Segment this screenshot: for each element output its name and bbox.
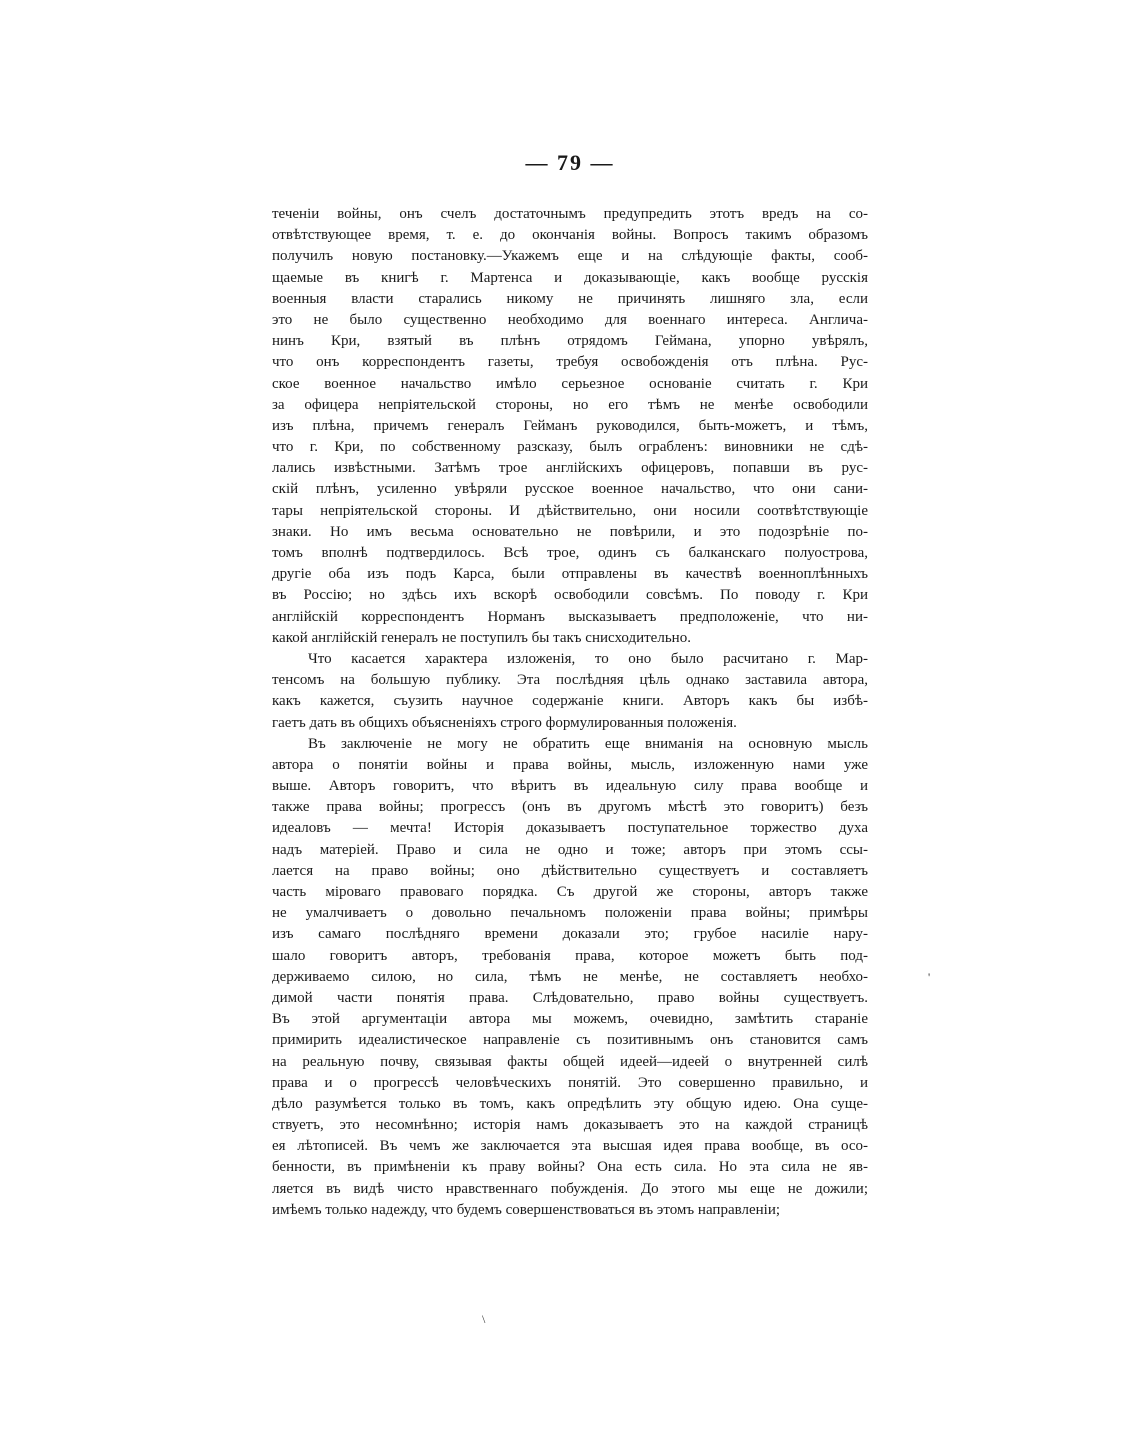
text-line: лается на право войны; оно дѣйствительно существуетъ и составляетъ	[272, 862, 868, 879]
text-line: теченіи войны, онъ счелъ достаточнымъ предупредить этотъ вредъ на со-	[272, 206, 868, 222]
text-line: другіе оба изъ подъ Карса, были отправлены въ качествѣ военноплѣнныхъ	[272, 566, 868, 583]
scan-speck: '	[928, 970, 931, 984]
text-line: получилъ новую постановку.—Укажемъ еще и на слѣдующіе факты, сооб-	[272, 248, 868, 265]
text-line: димой части понятія права. Слѣдовательно, право войны существуетъ.	[272, 989, 868, 1006]
text-line: имѣемъ только надежду, что будемъ совершенствоваться въ этомъ направленіи;	[272, 1201, 781, 1218]
text-line: скій плѣнъ, усиленно увѣряли русское военное начальство, что они сани-	[272, 481, 868, 498]
text-line: дѣло разумѣется только въ томъ, какъ опредѣлить эту общую идею. Она суще-	[272, 1095, 868, 1112]
text-line: щаемые въ книгѣ г. Мартенса и доказывающіе, какъ вообще русскія	[272, 269, 868, 286]
text-line: гаетъ дать въ общихъ объясненіяхъ строго формулированныя положенія.	[272, 714, 737, 731]
text-line: тенсомъ на большую публику. Эта послѣдняя цѣль однако заставила автора,	[272, 672, 868, 689]
text-line: идеаловъ — мечта! Исторія доказываетъ поступательное торжество духа	[272, 820, 868, 837]
text-line: не умалчиваетъ о довольно печальномъ положеніи права войны; примѣры	[272, 905, 868, 922]
text-line: что онъ корреспондентъ газеты, требуя освобожденія отъ плѣна. Рус-	[272, 354, 868, 371]
text-line: ея лѣтописей. Въ чемъ же заключается эта высшая идея права вообще, въ осо-	[272, 1138, 868, 1155]
text-line: примирить идеалистическое направленіе съ позитивнымъ онъ становится самъ	[272, 1032, 868, 1049]
text-line: права и о прогрессѣ человѣческихъ понятій. Это совершенно правильно, и	[272, 1074, 868, 1091]
text-line: томъ вполнѣ подтвердилось. Всѣ трое, одинъ съ балканскаго полуострова,	[272, 545, 868, 561]
text-line: Въ заключеніе не могу не обратить еще вниманія на основную мысль	[308, 735, 868, 752]
scan-speck: \	[482, 1312, 486, 1326]
page-number: — 79 —	[525, 150, 615, 175]
text-line: изъ самаго послѣдняго времени доказали это; грубое насиліе нару-	[272, 926, 868, 943]
body-text	[272, 204, 868, 1221]
text-line: также права войны; прогрессъ (онъ въ другомъ мѣстѣ это говоритъ) безъ	[272, 799, 868, 816]
text-line: англійскій корреспондентъ Норманъ высказываетъ предположеніе, что ни-	[272, 608, 868, 625]
paragraph	[272, 204, 868, 649]
text-line: тары непріятельской стороны. И дѣйствительно, они носили соотвѣтствующіе	[272, 502, 868, 519]
text-line: на реальную почву, связывая факты общей идеей—идеей о внутренней силѣ	[272, 1053, 868, 1070]
text-line: лались извѣстными. Затѣмъ трое англійскихъ офицеровъ, попавши въ рус-	[272, 460, 868, 477]
text-line: держиваемо силою, но сила, тѣмъ не менѣе, не составляетъ необхо-	[272, 968, 868, 985]
paragraph	[272, 734, 868, 1221]
text-line: отвѣтствующее время, т. е. до окончанія войны. Вопросъ такимъ образомъ	[272, 227, 868, 244]
text-line: знаки. Но имъ весьма основательно не повѣрили, и это подозрѣніе по-	[272, 523, 868, 540]
text-line: ствуетъ, это несомнѣнно; исторія намъ доказываетъ это на каждой страницѣ	[272, 1117, 868, 1134]
text-line: надъ матеріей. Право и сила не одно и тоже; авторъ при этомъ ссы-	[272, 841, 868, 858]
text-line: бенности, въ примѣненіи къ праву войны? Она есть сила. Но эта сила не яв-	[272, 1159, 868, 1176]
text-line: за офицера непріятельской стороны, но его тѣмъ не менѣе освободили	[272, 396, 868, 413]
text-line: автора о понятіи войны и права войны, мысль, изложенную нами уже	[272, 756, 868, 773]
text-line: шало говоритъ авторъ, требованія права, которое можетъ быть под-	[272, 947, 868, 964]
text-line: въ Россію; но здѣсь ихъ вскорѣ освободили совсѣмъ. По поводу г. Кри	[272, 587, 868, 604]
text-line: Въ этой аргументаціи автора мы можемъ, очевидно, замѣтить стараніе	[272, 1011, 868, 1028]
text-line: часть міроваго правоваго порядка. Съ другой же стороны, авторъ также	[272, 884, 868, 900]
text-line: выше. Авторъ говоритъ, что вѣритъ въ идеальную силу права вообще и	[272, 778, 868, 795]
text-line: что г. Кри, по собственному разсказу, былъ ограбленъ: виновники не сдѣ-	[272, 439, 868, 456]
text-line: ское военное начальство имѣло серьезное основаніе считать г. Кри	[272, 375, 868, 392]
text-line: ляется въ видѣ чисто нравственнаго побужденія. До этого мы еще не дожили;	[272, 1180, 868, 1197]
paragraph	[272, 649, 868, 734]
text-line: какъ кажется, съузить научное содержаніе книги. Авторъ какъ бы избѣ-	[272, 693, 868, 710]
text-line: какой англійскій генералъ не поступилъ бы такъ снисходительно.	[272, 629, 691, 646]
text-line: нинъ Кри, взятый въ плѣнъ отрядомъ Геймана, упорно увѣрялъ,	[272, 333, 868, 350]
text-line: Что касается характера изложенія, то оно было расчитано г. Мар-	[308, 650, 868, 667]
text-line: военныя власти старались никому не причинять лишняго зла, если	[272, 290, 868, 307]
text-line: изъ плѣна, причемъ генералъ Гейманъ руководился, быть-можетъ, и тѣмъ,	[272, 417, 868, 434]
text-line: это не было существенно необходимо для военнаго интереса. Англича-	[272, 311, 868, 328]
